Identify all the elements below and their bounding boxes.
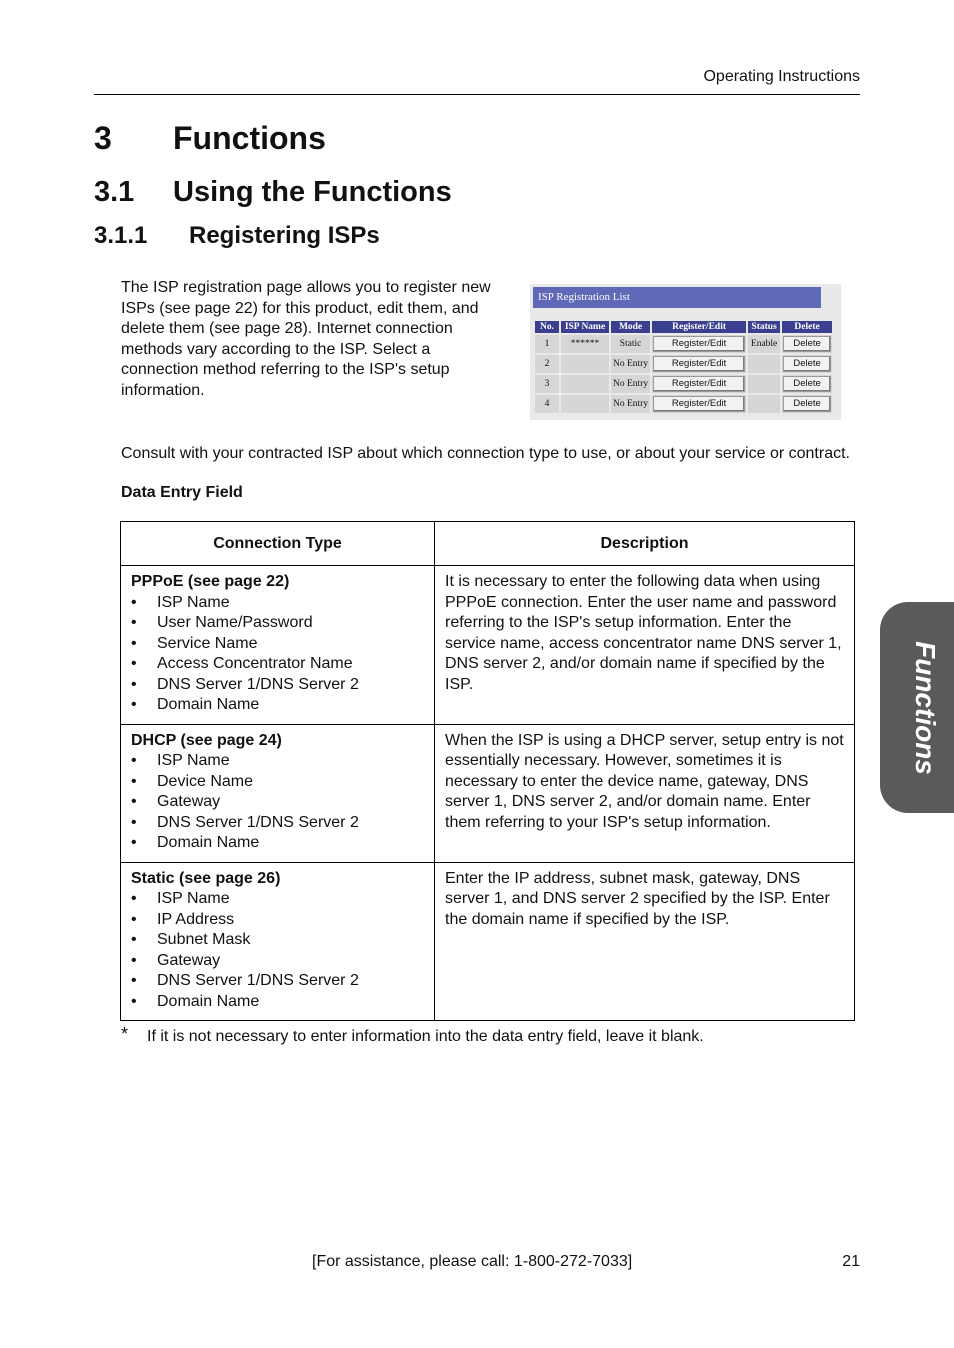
connection-type-cell [121,724,435,862]
connection-type-table [120,521,855,1021]
isp-list-title: ISP Registration List [533,287,821,308]
isp-row-register-cell [652,335,746,353]
isp-row-status [748,355,780,373]
isp-row-mode: No Entry [611,355,650,373]
list-item: • IP Address [131,910,424,931]
list-item: • Service Name [131,634,424,655]
isp-row-name: ****** [561,335,609,353]
isp-row-no: 1 [535,335,559,353]
section-side-tab [880,602,954,813]
footnote-text: If it is not necessary to enter information into the data entry field, leave it blank. [147,1028,704,1045]
connection-type-name: Static (see page 26) [131,869,281,887]
list-item: • DNS Server 1/DNS Server 2 [131,813,424,834]
isp-row-register-cell [652,355,746,373]
isp-row-name [561,375,609,393]
data-entry-field-label: Data Entry Field [121,484,243,501]
isp-col-name: ISP Name [561,321,609,333]
isp-row [535,355,832,373]
isp-col-delete: Delete [782,321,832,333]
list-item: • ISP Name [131,751,424,772]
isp-row-no: 2 [535,355,559,373]
isp-row-status: Enable [748,335,780,353]
consult-paragraph: Consult with your contracted ISP about which connection type to use, or about your service or contract. [121,445,850,462]
section-heading [94,176,452,209]
list-item: • ISP Name [131,593,424,614]
register-edit-button[interactable]: Register/Edit [653,376,745,392]
header-description: Description [435,522,855,566]
list-item: • Device Name [131,772,424,793]
register-edit-button[interactable]: Register/Edit [653,356,745,372]
connection-type-name: PPPoE (see page 22) [131,573,290,590]
delete-button[interactable]: Delete [783,376,831,392]
isp-row-status [748,395,780,413]
running-header: Operating Instructions [703,68,860,85]
footer-assistance: [For assistance, please call: 1-800-272-7033] [312,1253,633,1270]
isp-row [535,335,832,353]
isp-row [535,395,832,413]
chapter-title: Functions [173,120,326,156]
side-tab-label: Functions [910,640,941,775]
isp-list-table [533,319,834,415]
register-edit-button[interactable]: Register/Edit [653,336,745,352]
delete-button[interactable]: Delete [783,396,831,412]
delete-button[interactable]: Delete [783,336,831,352]
isp-row-delete-cell [782,395,832,413]
chapter-number: 3 [94,120,112,156]
isp-row-mode: No Entry [611,395,650,413]
list-item: • DNS Server 1/DNS Server 2 [131,675,424,696]
list-item: • DNS Server 1/DNS Server 2 [131,971,424,992]
connection-type-name: DHCP (see page 24) [131,731,282,749]
isp-row-delete-cell [782,355,832,373]
isp-row-delete-cell [782,335,832,353]
isp-col-register: Register/Edit [652,321,746,333]
table-row [121,724,855,862]
isp-col-no: No. [535,321,559,333]
field-list [131,593,424,716]
connection-type-cell [121,862,435,1021]
page-number: 21 [842,1253,860,1270]
isp-row-no: 3 [535,375,559,393]
description-cell: It is necessary to enter the following data when using PPPoE connection. Enter the user name and password referring to the ISP's setup information. Enter the service name, access concentrator name DNS server 1, DNS server 2, and/or domain name if specified by the ISP. [435,566,855,725]
isp-col-mode: Mode [611,321,650,333]
isp-row-no: 4 [535,395,559,413]
section-title: Using the Functions [173,176,452,208]
connection-type-cell [121,566,435,725]
isp-row-register-cell [652,395,746,413]
list-item: • Gateway [131,951,424,972]
table-row [121,862,855,1021]
isp-registration-screenshot [530,284,841,420]
list-item: • Domain Name [131,992,424,1013]
list-item: • Domain Name [131,695,424,716]
section-number: 3.1 [94,176,135,208]
list-item: • ISP Name [131,889,424,910]
subsection-title: Registering ISPs [189,222,380,249]
register-edit-button[interactable]: Register/Edit [653,396,745,412]
isp-row-register-cell [652,375,746,393]
isp-row-name [561,355,609,373]
isp-row-delete-cell [782,375,832,393]
table-row [121,566,855,725]
chapter-heading [94,120,326,157]
subsection-number: 3.1.1 [94,222,148,249]
list-item: • User Name/Password [131,613,424,634]
description-cell: Enter the IP address, subnet mask, gateway, DNS server 1, and DNS server 2 specified by the ISP. Enter the domain name if specified by the ISP. [435,862,855,1021]
isp-row-name [561,395,609,413]
list-item: • Domain Name [131,833,424,854]
header-rule [94,94,860,95]
isp-row-status [748,375,780,393]
isp-row-mode: No Entry [611,375,650,393]
intro-paragraph: The ISP registration page allows you to register new ISPs (see page 22) for this product, edit them, and delete them (see page 28). Internet connection methods vary according to the ISP. Select a connection method referring to the ISP's setup information. [121,279,491,399]
description-cell: When the ISP is using a DHCP server, setup entry is not essentially necessary. However, sometimes it is necessary to enter the device name, gateway, DNS server 1, DNS server 2, and/or domain name. Enter them referring to your ISP's setup information. [435,724,855,862]
header-connection-type: Connection Type [121,522,435,566]
isp-row-mode: Static [611,335,650,353]
delete-button[interactable]: Delete [783,356,831,372]
footnote-mark: * [121,1024,129,1044]
list-item: • Access Concentrator Name [131,654,424,675]
list-item: • Gateway [131,792,424,813]
field-list [131,889,424,1012]
isp-row [535,375,832,393]
field-list [131,751,424,854]
list-item: • Subnet Mask [131,930,424,951]
isp-col-status: Status [748,321,780,333]
subsection-heading [94,222,380,250]
